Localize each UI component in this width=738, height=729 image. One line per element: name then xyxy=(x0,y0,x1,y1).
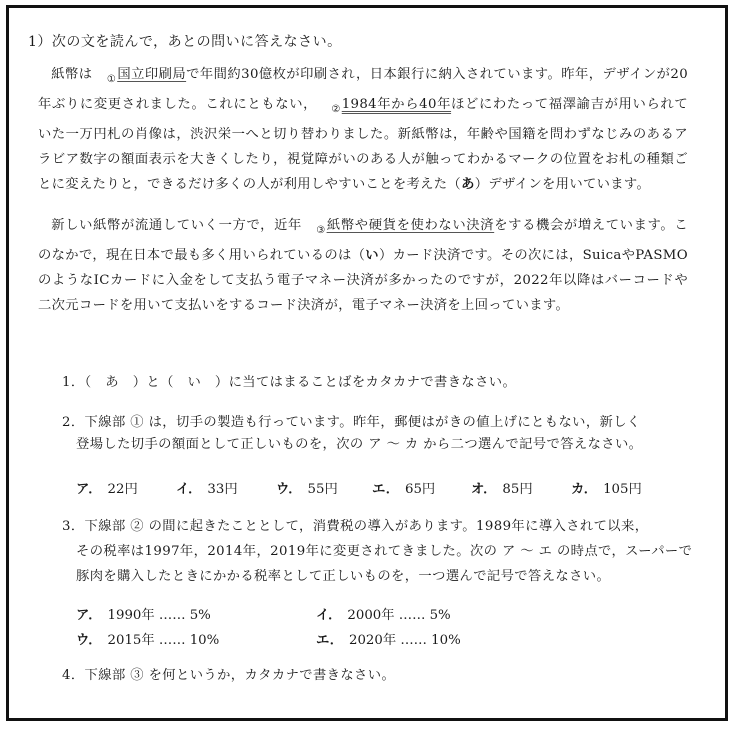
q2-choice-o: オ． 85円 xyxy=(471,482,533,497)
underlined-text-3: 紙幣や硬貨を使わない決済 xyxy=(326,218,495,233)
question-3-line-1: 3．下線部 ② の間に起きたこととして，消費税の導入があります。1989年に導入されて以来， xyxy=(62,519,649,534)
passage-text: 紙幣は xyxy=(51,67,93,82)
passage-text: ほどにわたって福澤諭吉が用いられていた一万円札の肖像は，渋沢栄一へと切り替わりました。新紙幣は，年齢や国籍を問わずなじみのあるアラビア数字の額面表示を大きくしたり，視覚障がいのある人が触ってわかるマークの位置をお札の種類ごとに変えたりと，できるだけ多くの人が利用しやすいことを考えた（ xyxy=(38,96,689,193)
question-2-line-2: 登場した切手の額面として正しいものを，次の ア ～ カ から二つ選んで記号で答えなさい。 xyxy=(76,437,643,452)
passage-text: ）カード決済です。その次には，SuicaやPASMOのようなICカードに入金をして支払う電子マネー決済が多かったのですが，2022年以降はバーコードや二次元コードを用いて支払いをするコード決済が，電子マネー決済を上回っています。 xyxy=(38,247,688,314)
question-heading: 1）次の文を読んで，あとの問いに答えなさい。 xyxy=(28,34,342,50)
passage-text: ）デザインを用いています。 xyxy=(474,177,651,193)
question-1: 1．（ あ ）と（ い ）に当てはまることばをカタカナで書きなさい。 xyxy=(62,375,517,390)
underlined-text-2: 1984年から40年 xyxy=(341,96,452,112)
question-2-line-1: 2．下線部 ① は，切手の製造も行っています。昨年，郵便はがきの値上げにともない，新しく xyxy=(62,415,641,430)
question-3-line-2: その税率は1997年，2014年，2019年に変更されてきました。次の ア ～ エ の時点で，スーパーで xyxy=(76,544,693,559)
q3-choice-e: エ． 2020年 …… 10% xyxy=(316,633,461,648)
question-3-line-3: 豚肉を購入したときにかかる税率として正しいものを，一つ選んで記号で答えなさい。 xyxy=(76,569,611,584)
blank-i: い xyxy=(365,247,379,263)
underline-marker-3: ③ xyxy=(316,224,326,236)
question-2 xyxy=(62,412,702,456)
q3-choice-i: イ． 2000年 …… 5% xyxy=(316,608,451,623)
underlined-text-1: 国立印刷局 xyxy=(117,67,187,82)
q2-choice-i: イ． 33円 xyxy=(176,482,238,497)
passage-paragraph-1 xyxy=(38,62,688,197)
question-4: 4．下線部 ③ を何というか，カタカナで書きなさい。 xyxy=(62,668,396,683)
blank-a: あ xyxy=(461,177,475,193)
question-3 xyxy=(62,514,712,589)
passage-paragraph-2 xyxy=(38,213,688,318)
q2-choice-u: ウ． 55円 xyxy=(276,482,338,497)
q2-choice-ka: カ． 105円 xyxy=(571,482,642,497)
passage-text: で年間約30億枚が印刷され，日本銀行に納入されています。昨年，デザインが20年ぶりに変更されました。これにともない， xyxy=(38,67,688,112)
q2-choice-a: ア． 22円 xyxy=(76,482,138,497)
passage-text: 新しい紙幣が流通していく一方で，近年 xyxy=(51,218,302,233)
underline-marker-2: ② xyxy=(331,103,341,115)
q2-choice-e: エ． 65円 xyxy=(372,482,436,497)
q3-choice-a: ア． 1990年 …… 5% xyxy=(76,608,211,623)
q3-choice-u: ウ． 2015年 …… 10% xyxy=(76,633,220,648)
passage-text: をする機会が増えています。このなかで，現在日本で最も多く用いられているのは（ xyxy=(38,218,688,263)
underline-marker-1: ① xyxy=(106,73,117,85)
